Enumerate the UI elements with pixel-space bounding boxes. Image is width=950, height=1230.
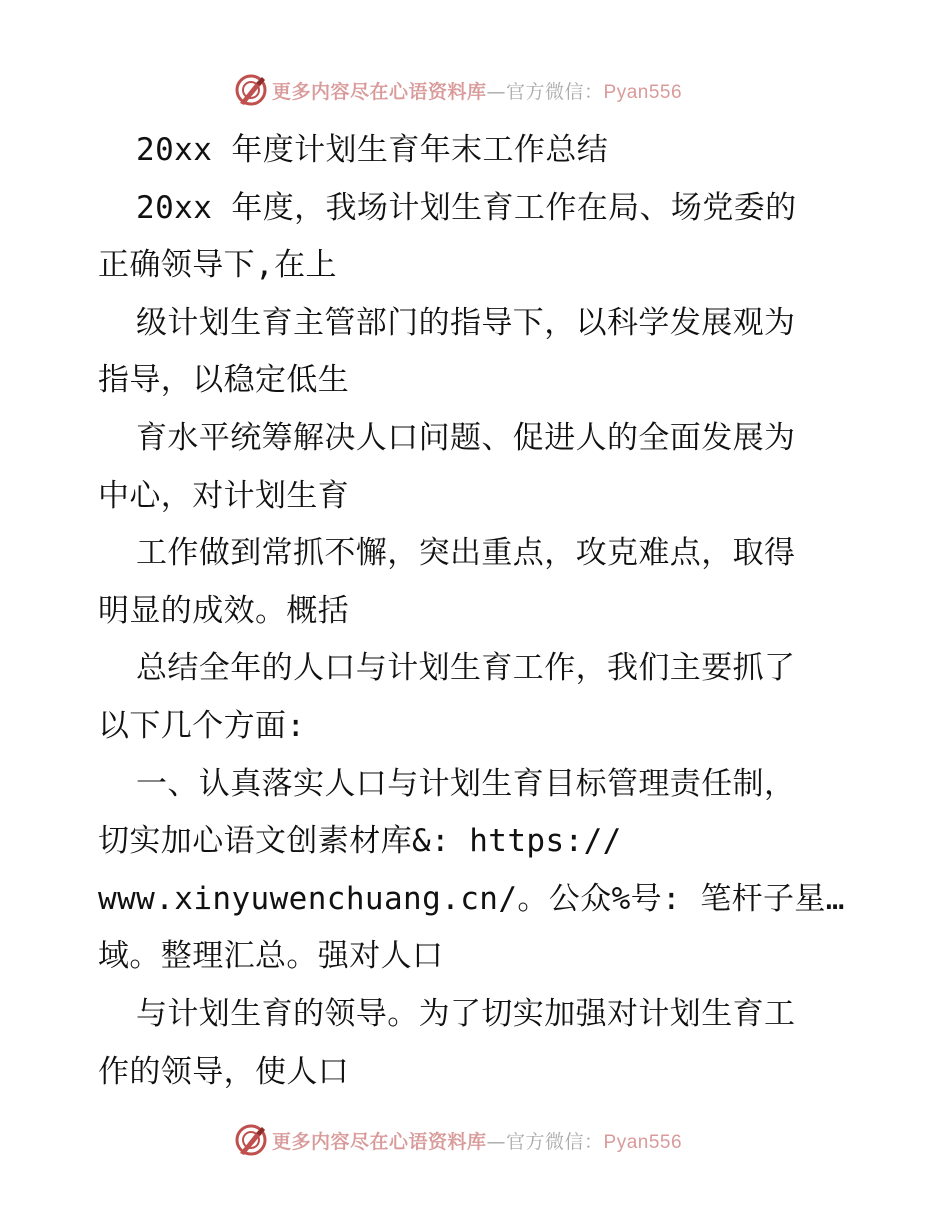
header-watermark-banner [234,70,714,110]
document-body [98,122,858,1101]
paragraph-line: 指导，以稳定低生 [98,362,350,399]
paragraph-line: 工作做到常抓不懈，突出重点，攻克难点，取得 [136,535,796,572]
banner-wechat-id: Pyan556 [603,1131,683,1153]
paragraph-line: 切实加心语文创素材库&: https:// [98,823,622,860]
banner-official-text: —官方微信： [486,1130,604,1153]
document-title: 20xx 年度计划生育年末工作总结 [136,132,609,168]
paragraph-line: 正确领导下,在上 [98,247,337,284]
pen-logo-icon [234,73,268,107]
paragraph-line: 作的领导，使人口 [98,1053,350,1090]
paragraph-line: 明显的成效。概括 [98,592,350,629]
paragraph-line: 以下几个方面: [98,707,306,744]
paragraph-line: 中心，对计划生育 [98,477,350,514]
paragraph-line: 与计划生育的领导。为了切实加强对计划生育工 [136,995,796,1032]
paragraph-line: 20xx 年度，我场计划生育工作在局、场党委的 [136,189,797,226]
banner-brand-text: 更多内容尽在心语资料库 [272,1130,487,1153]
banner-wechat-id: Pyan556 [603,81,683,103]
paragraph-line: 级计划生育主管部门的指导下，以科学发展观为 [136,304,796,341]
paragraph-line: www.xinyuwenchuang.cn/。公众%号: 笔杆子星… [98,880,845,917]
paragraph-line: 总结全年的人口与计划生育工作，我们主要抓了 [136,650,796,687]
footer-watermark-banner [234,1120,714,1160]
pen-logo-icon [234,1123,268,1157]
paragraph-line: 域。整理汇总。强对人口 [98,938,444,975]
paragraph-line: 育水平统筹解决人口问题、促进人的全面发展为 [136,419,796,456]
banner-brand-text: 更多内容尽在心语资料库 [272,80,487,103]
paragraph-line: 一、认真落实人口与计划生育目标管理责任制， [136,765,796,802]
banner-official-text: —官方微信： [486,80,604,103]
